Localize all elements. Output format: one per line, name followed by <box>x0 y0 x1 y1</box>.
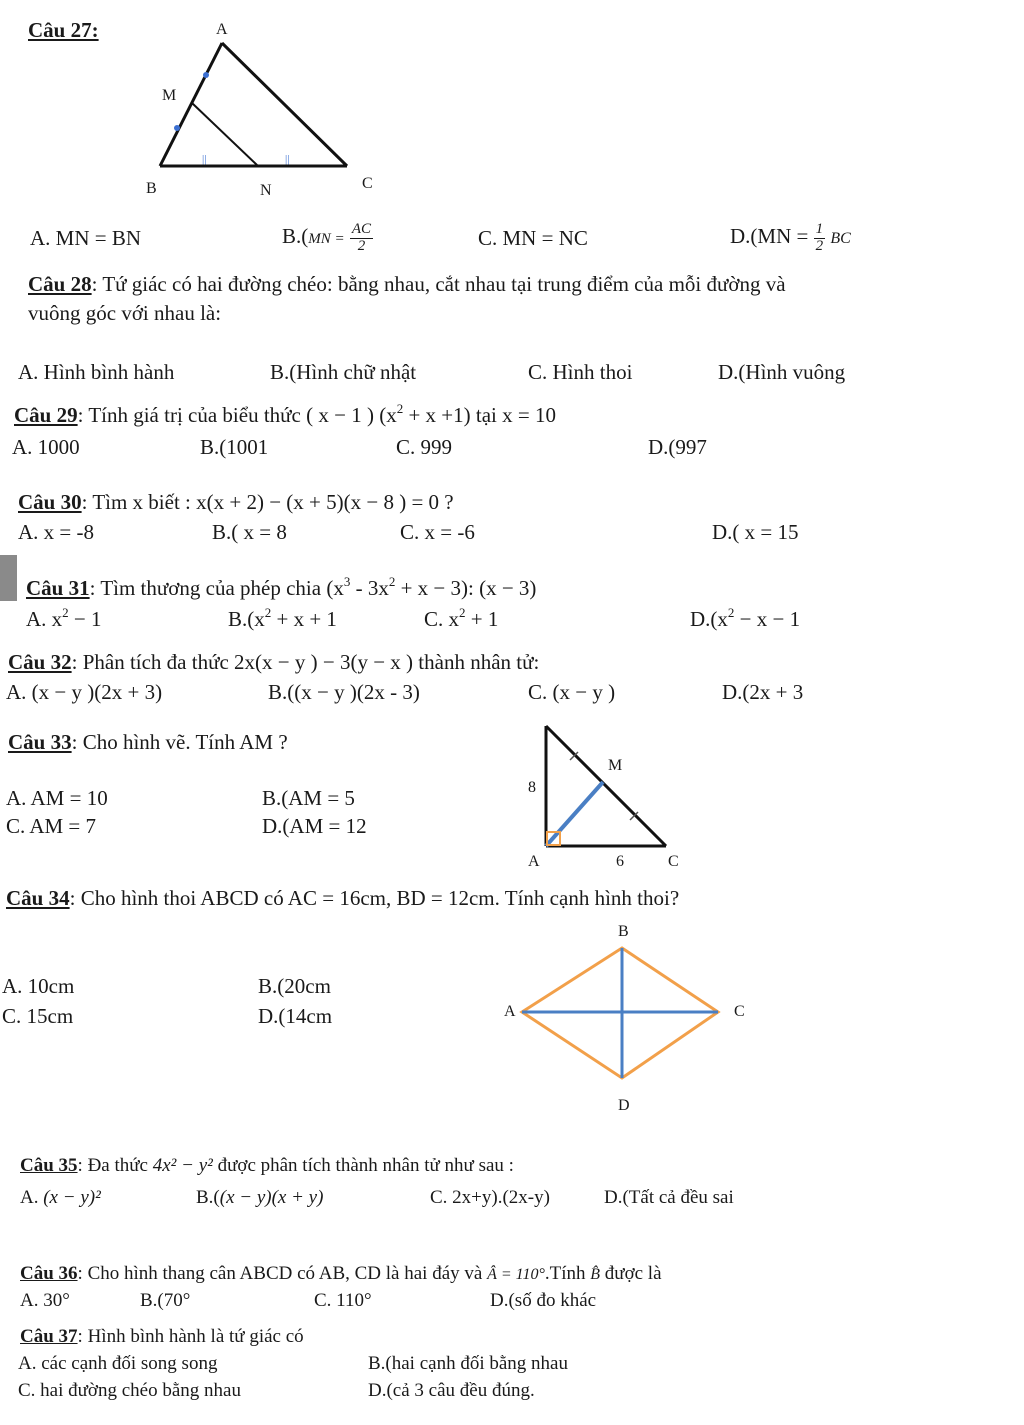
q36-option-d[interactable]: D.(số đo khác <box>490 1290 597 1311</box>
q33-option-a[interactable]: A. AM = 10 <box>6 786 108 810</box>
q36-option-a[interactable]: A. 30° <box>20 1290 70 1311</box>
q27-triangle-figure <box>140 20 390 200</box>
q32-option-c[interactable]: C. (x − y ) <box>528 680 616 704</box>
q31-option-c[interactable]: C. $x^2 + 1$ <box>424 605 499 631</box>
q31-question: Câu 31: Tìm thương của phép chia $(x^3 - 3x^2 + x - 3)$: (x − 3) <box>26 574 537 600</box>
q27-label-B: B <box>146 180 157 197</box>
q28-option-d[interactable]: D.(Hình vuông <box>718 360 846 384</box>
q34-label-A: A <box>504 1003 516 1020</box>
q31-option-b[interactable]: $B.(x^2 + x + 1$ <box>228 605 337 631</box>
q33-label-M: M <box>608 757 623 774</box>
q36-option-c[interactable]: C. 110° <box>314 1290 372 1311</box>
q35-option-c[interactable]: C. 2x+y).(2x-y) <box>430 1187 550 1208</box>
q30-option-a[interactable]: A. x = -8 <box>18 520 95 544</box>
q29-question: Câu 29: Tính giá trị của biểu thức ( x − 1 ) $(x^2 + x +1)$ tại x = 10 <box>14 401 556 427</box>
q37-option-a[interactable]: A. các cạnh đối song song <box>18 1353 218 1374</box>
q29-option-d[interactable]: D.(997 <box>648 435 707 459</box>
q33-option-b[interactable]: B.(AM = 5 <box>262 786 355 810</box>
q28-option-c[interactable]: C. Hình thoi <box>528 360 633 384</box>
q34-option-a[interactable]: A. 10cm <box>2 974 75 998</box>
q34-option-c[interactable]: C. 15cm <box>2 1004 74 1028</box>
q35-option-a[interactable]: A. (x − y)² <box>20 1187 101 1208</box>
q34-label-C: C <box>734 1003 745 1020</box>
svg-text:||: || <box>202 153 207 165</box>
q33-label-A: A <box>528 853 540 870</box>
q28-question: Câu 28: Tứ giác có hai đường chéo: bằng nhau, cắt nhau tại trung điểm của mỗi đường và <box>28 272 786 296</box>
q36-option-b[interactable]: B.(70° <box>140 1290 191 1311</box>
q33-label-C: C <box>668 853 679 870</box>
q33-right-triangle-figure <box>520 720 700 880</box>
q37-option-b[interactable]: B.(hai cạnh đối bằng nhau <box>368 1353 568 1374</box>
q32-option-b[interactable]: B.((x − y )(2x - 3) <box>268 680 420 704</box>
q28-option-b[interactable]: B.(Hình chữ nhật <box>270 360 417 384</box>
q34-label-D: D <box>618 1097 630 1114</box>
q27-title: Câu 27: <box>28 18 99 42</box>
left-margin-marker <box>0 555 17 601</box>
q27-label-A: A <box>216 21 228 38</box>
q34-label-B: B <box>618 923 629 940</box>
q30-option-d[interactable]: D.( x = 15 <box>712 520 799 544</box>
q34-question: Câu 34: Cho hình thoi ABCD có AC = 16cm, BD = 12cm. Tính cạnh hình thoi? <box>6 886 680 910</box>
q33-label-8: 8 <box>528 779 536 796</box>
q33-question: Câu 33: Cho hình vẽ. Tính AM ? <box>8 730 288 754</box>
svg-text:||: || <box>285 153 290 165</box>
q27-label-N: N <box>260 182 272 199</box>
q27-option-b[interactable]: B.(MN = $\frac{AC}{2}$ <box>282 221 372 254</box>
q27-option-c[interactable]: C. MN = NC <box>478 226 588 250</box>
q31-option-d[interactable]: $D.(x^2 - x - 1$ <box>690 605 801 631</box>
q32-question: Câu 32: Phân tích đa thức 2x(x − y ) − 3(y − x ) thành nhân tử: <box>8 650 540 674</box>
q27-option-a[interactable]: A. MN = BN <box>30 226 142 250</box>
q29-option-c[interactable]: C. 999 <box>396 435 453 459</box>
q34-option-d[interactable]: D.(14cm <box>258 1004 333 1028</box>
q37-question: Câu 37: Hình bình hành là tứ giác có <box>20 1326 304 1347</box>
q27-label-M: M <box>162 87 177 104</box>
q37-option-c[interactable]: C. hai đường chéo bằng nhau <box>18 1380 241 1401</box>
q27-option-d[interactable]: D.(MN = $\frac{1}{2}$ BC <box>730 221 851 254</box>
q31-option-a[interactable]: A. $x^2 - 1$ <box>26 605 102 631</box>
q30-question: Câu 30: Tìm x biết : x(x + 2) − (x + 5)(x − 8 ) = 0 ? <box>18 490 454 514</box>
q34-option-b[interactable]: B.(20cm <box>258 974 331 998</box>
q30-option-c[interactable]: C. x = -6 <box>400 520 475 544</box>
q34-rhombus-figure <box>500 918 760 1138</box>
q27-label-C: C <box>362 175 373 192</box>
q33-option-d[interactable]: D.(AM = 12 <box>262 814 367 838</box>
q35-option-d[interactable]: D.(Tất cả đều sai <box>604 1187 734 1208</box>
q33-option-c[interactable]: C. AM = 7 <box>6 814 97 838</box>
q32-option-a[interactable]: A. (x − y )(2x + 3) <box>6 680 163 704</box>
q30-option-b[interactable]: B.( x = 8 <box>212 520 287 544</box>
q29-option-b[interactable]: B.(1001 <box>200 435 269 459</box>
q29-option-a[interactable]: A. 1000 <box>12 435 80 459</box>
q35-question: Câu 35: Đa thức 4x² − y² được phân tích thành nhân tử như sau : <box>20 1155 514 1176</box>
q37-option-d[interactable]: D.(cả 3 câu đều đúng. <box>368 1380 535 1401</box>
q32-option-d[interactable]: D.(2x + 3 <box>722 680 804 704</box>
q33-label-6: 6 <box>616 853 624 870</box>
q35-option-b[interactable]: B.((x − y)(x + y) <box>196 1187 324 1208</box>
q28-option-a[interactable]: A. Hình bình hành <box>18 360 175 384</box>
q36-question: Câu 36: Cho hình thang cân ABCD có AB, CD là hai đáy và Â = 110°.Tính B̂ được là <box>20 1263 662 1284</box>
q28-question-line2: vuông góc với nhau là: <box>28 301 222 325</box>
